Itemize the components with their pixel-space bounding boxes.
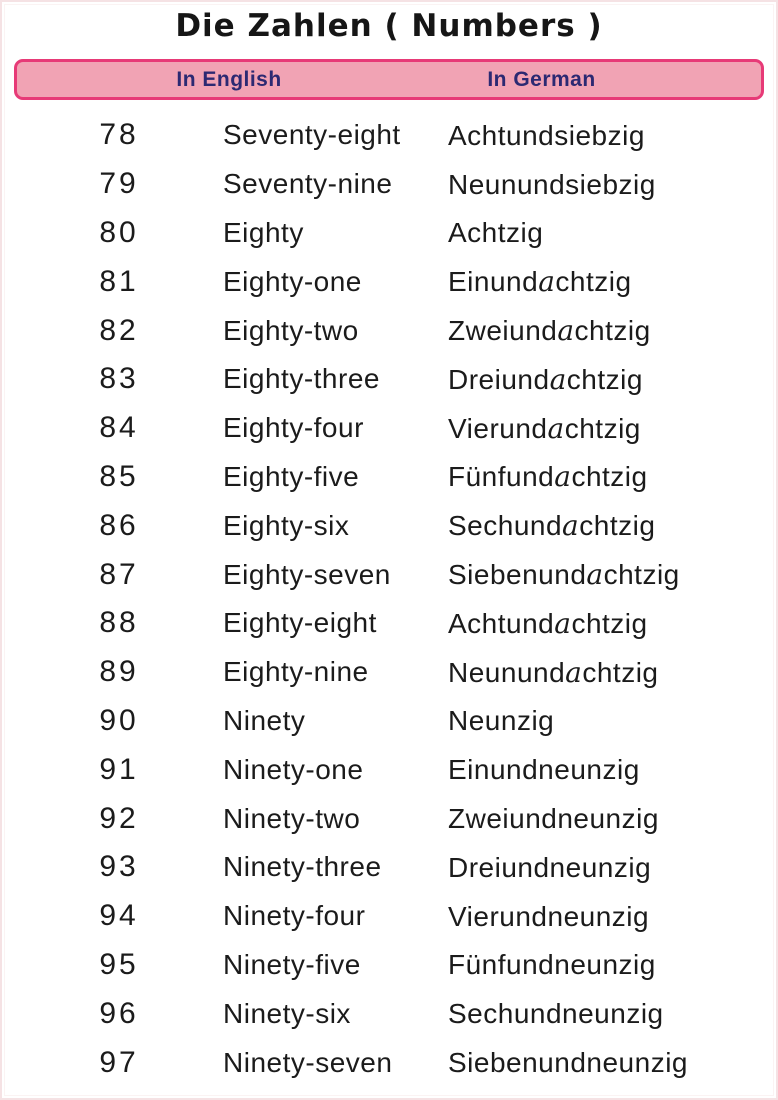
german-word-accent-letter: a [562,509,580,543]
table-row [2,941,776,990]
number-cell: 82 [99,313,139,347]
german-cell [448,216,543,249]
number-cell: 89 [99,655,139,689]
german-word-accent-letter: a [565,655,583,689]
german-word-start: Achtundsiebzig [448,119,645,151]
table-row [2,355,776,404]
number-cell: 92 [99,801,139,835]
table-row [2,648,776,697]
german-word-start: Achtund [448,607,555,639]
german-cell [448,558,680,591]
number-cell: 86 [99,508,139,542]
german-cell [448,656,659,689]
english-cell: Seventy-eight [223,119,401,151]
german-word-start: Neunzig [448,705,555,737]
english-cell: Eighty-three [223,363,380,395]
english-cell: Ninety-four [223,900,366,932]
german-word-end: chtzig [571,461,648,493]
number-cell: 94 [99,899,139,933]
english-cell: Eighty-two [223,314,359,346]
number-cell: 95 [99,947,139,981]
english-cell: Eighty-five [223,460,360,492]
table-row [2,697,776,746]
table-row [2,989,776,1038]
number-cell: 80 [99,215,139,249]
german-word-end: chtzig [566,363,643,395]
table-row [2,599,776,648]
german-word-start: Neunund [448,656,566,688]
german-word-start: Zweiund [448,315,558,347]
column-header-german: In German [487,67,596,91]
column-header-english: In English [176,67,282,91]
number-cell: 84 [99,411,139,445]
number-cell: 90 [99,703,139,737]
table-row [2,501,776,550]
german-word-end: chtzig [555,266,632,298]
table-row [2,1038,776,1087]
german-word-start: Vierund [448,412,548,444]
german-cell [448,460,648,493]
number-cell: 81 [99,264,139,298]
number-cell: 88 [99,606,139,640]
english-cell: Eighty-seven [223,558,391,590]
table-row [2,843,776,892]
german-cell [448,948,656,981]
number-cell: 79 [99,167,139,201]
german-cell [448,802,659,835]
german-word-end: chtzig [582,656,659,688]
english-cell: Ninety-six [223,997,351,1029]
german-cell [448,607,648,640]
english-cell: Eighty-eight [223,607,377,639]
english-cell: Ninety-seven [223,1046,393,1078]
german-word-start: Zweiundneunzig [448,803,659,835]
number-cell: 93 [99,850,139,884]
german-word-start: Fünfundneunzig [448,949,656,981]
number-cell: 78 [99,118,139,152]
table-row [2,160,776,209]
german-cell [448,119,645,152]
number-cell: 85 [99,459,139,493]
german-word-start: Siebenundneunzig [448,1047,688,1079]
german-word-end: chtzig [579,510,656,542]
german-word-start: Achtzig [448,217,544,249]
german-cell [448,900,649,933]
german-word-end: chtzig [574,315,651,347]
english-cell: Ninety-three [223,851,382,883]
german-word-end: chtzig [564,412,641,444]
german-cell [448,168,656,201]
german-cell [448,265,632,298]
german-word-start: Dreiund [448,363,550,395]
table-row [2,209,776,258]
english-cell: Eighty-six [223,509,350,541]
english-cell: Ninety [223,704,306,736]
german-word-end: chtzig [603,559,680,591]
german-word-start: Dreiundneunzig [448,851,652,883]
german-cell [448,851,651,884]
german-word-accent-letter: a [549,362,567,396]
english-cell: Eighty [223,216,304,248]
german-word-start: Fünfund [448,461,555,493]
german-word-accent-letter: a [554,606,572,640]
table-row [2,892,776,941]
english-cell: Eighty-four [223,412,364,444]
german-word-start: Sechund [448,510,563,542]
english-cell: Ninety-five [223,948,361,980]
german-cell [448,314,651,347]
german-word-accent-letter: a [557,314,575,348]
table-row [2,550,776,599]
german-word-accent-letter: a [586,558,604,592]
table-row [2,745,776,794]
table-row [2,404,776,453]
german-word-start: Einundneunzig [448,754,640,786]
german-word-accent-letter: a [538,265,556,299]
number-cell: 87 [99,557,139,591]
german-word-start: Siebenund [448,559,587,591]
german-cell [448,704,554,737]
english-cell: Ninety-one [223,753,364,785]
number-cell: 96 [99,996,139,1030]
page-title: Die Zahlen ( Numbers ) [175,8,603,44]
german-word-accent-letter: a [554,460,572,494]
number-cell: 83 [99,362,139,396]
german-word-accent-letter: a [547,411,565,445]
german-cell [448,412,641,445]
german-word-end: chtzig [571,607,648,639]
german-cell [448,1046,688,1079]
table-row [2,306,776,355]
german-word-start: Vierundneunzig [448,900,650,932]
english-cell: Seventy-nine [223,168,393,200]
column-header-bar [14,59,764,100]
number-cell: 91 [99,752,139,786]
numbers-table [2,111,776,1087]
number-cell: 97 [99,1045,139,1079]
german-cell [448,753,640,786]
english-cell: Eighty-nine [223,656,369,688]
english-cell: Eighty-one [223,265,362,297]
german-cell [448,997,664,1030]
german-cell [448,509,655,542]
german-word-start: Sechundneunzig [448,998,664,1030]
german-cell [448,363,643,396]
table-row [2,111,776,160]
german-word-start: Neunundsiebzig [448,168,656,200]
table-row [2,453,776,502]
table-row [2,257,776,306]
german-word-start: Einund [448,266,539,298]
english-cell: Ninety-two [223,802,361,834]
table-row [2,794,776,843]
